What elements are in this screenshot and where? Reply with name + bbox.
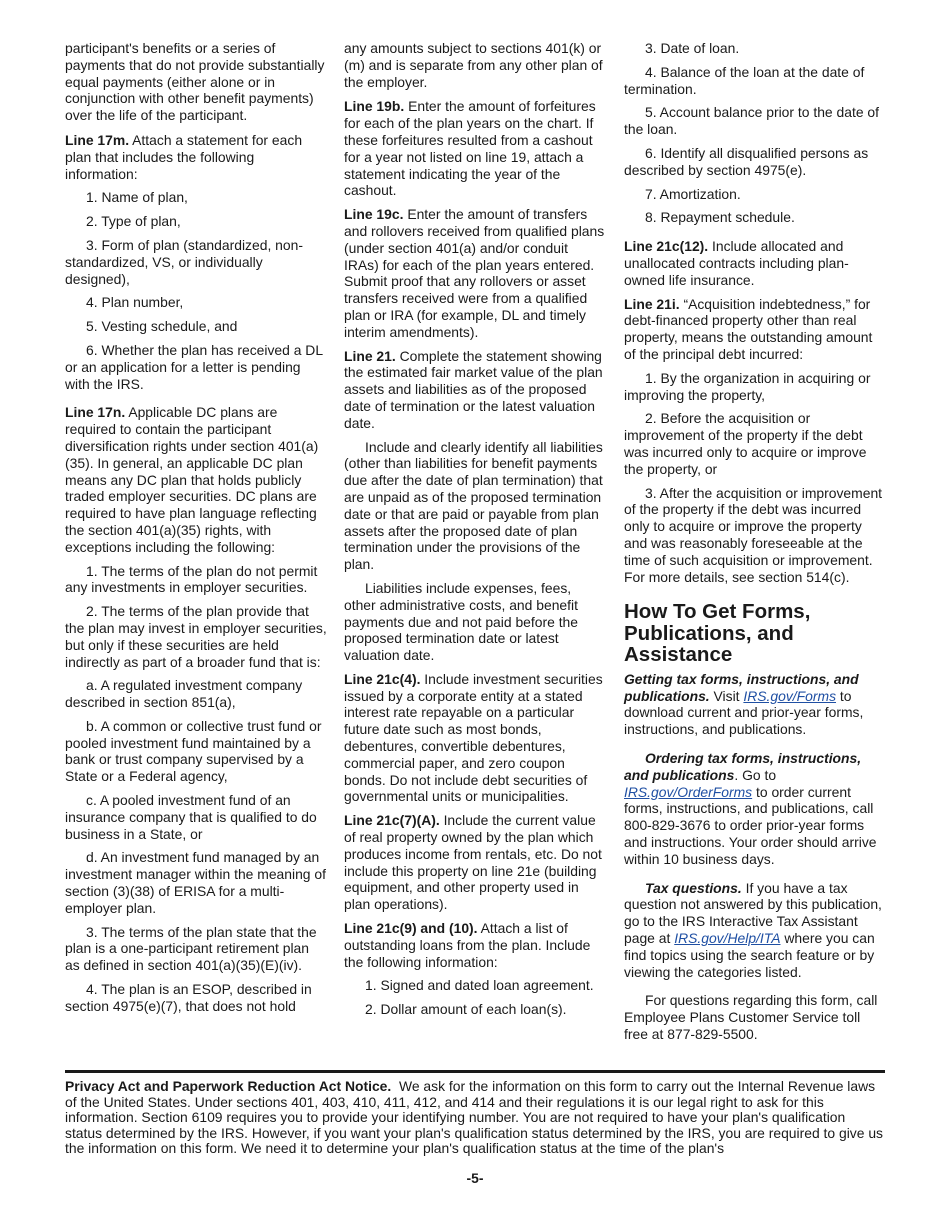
list-item: c. A pooled investment fund of an insurance company that is qualified to do business in a State, or — [65, 792, 317, 842]
list-item: 2. The terms of the plan provide that the plan may invest in employer securities, but only if these securities are held indirectly as part of a broader fund that is: — [65, 603, 327, 670]
list-item: 2. Type of plan, — [86, 213, 181, 230]
getting-forms-paragraph: Getting tax forms, instructions, and publications. Visit IRS.gov/Forms to download current and prior-year forms, instructions, and publications. — [624, 670, 864, 738]
list-item: 2. Dollar amount of each loan(s). — [365, 1001, 567, 1018]
ordering-forms-paragraph: Ordering tax forms, instructions, and publications. Go to IRS.gov/OrderForms to order current forms, instructions, and publications, call 800-829-3676 to order prior-year forms and instructions. Your order should arrive within 10 business days. — [624, 750, 877, 867]
line-17n-paragraph: Line 17n. Applicable DC plans are required to contain the participant diversification rights under section 401(a)(35). In general, an applicable DC plan means any DC plan that holds publicly traded employer securities. DC plans are required to have plan language reflecting the section 401(a)(35) rights, with exceptions including the following: — [65, 404, 319, 555]
tax-questions-paragraph: Tax questions. If you have a tax question not answered by this publication, go to the IRS Interactive Tax Assistant page at IRS.gov/Help/ITA where you can find topics using the search feature or by viewing the categories listed. — [624, 879, 882, 980]
list-item: 5. Account balance prior to the date of the loan. — [624, 104, 879, 138]
privacy-act-notice: Privacy Act and Paperwork Reduction Act Notice. We ask for the information on this form to carry out the Internal Revenue laws of the United States. Under sections 401, 403, 410, 411, 412, and 414 and their regulations it is our legal right to ask for this information. Section 6109 requires you to provide your identifying number. You are not required to have your plan's qualification status determined by the IRS. However, if you want your plan's qualification status determined by the IRS, you are required to give us the information on this form. We need it to determine your plan's qualification status at the time of the plan's — [65, 1070, 885, 1157]
list-item: 2. Before the acquisition or improvement of the property if the debt was incurred only to acquire or improve the property, or — [624, 410, 867, 477]
customer-service-paragraph: For questions regarding this form, call Employee Plans Customer Service toll free at 877-829-5500. — [624, 992, 878, 1042]
list-item: 3. The terms of the plan state that the plan is a one-participant retirement plan as defined in section 401(a)(35)(E)(iv). — [65, 923, 317, 974]
list-item: 4. Plan number, — [86, 294, 184, 311]
list-item: 4. The plan is an ESOP, described in section 4975(e)(7), that does not hold — [65, 981, 312, 1014]
line-21-liabilities-paragraph: Include and clearly identify all liabilities (other than liabilities for benefit payments due after the date of plan termination) that are unpaid as of the proposed termination date or that are paid or payable from plan assets after the proposed date of plan termination under the provisions of the plan. — [344, 438, 603, 573]
line-21c12-paragraph: Line 21c(12). Include allocated and unallocated contracts including plan-owned life insurance. — [624, 238, 849, 288]
irs-forms-link[interactable]: IRS.gov/Forms — [743, 687, 837, 704]
list-item: 8. Repayment schedule. — [645, 209, 795, 226]
line-21c4-paragraph: Line 21c(4). Include investment securities issued by a corporate entity at a stated interest rate repayable on a particular future date such as most bonds, debentures, convertible debentures, commercial paper, and zero coupon bonds. Do not include debt securities of governmental units or municipalities. — [344, 670, 603, 805]
list-item: 1. Signed and dated loan agreement. — [365, 977, 594, 994]
line-21c7a-paragraph: Line 21c(7)(A). Include the current value of real property owned by the plan which produces income from rentals, etc. Do not include this property on line 21e (building equipment, and other property used in plan operations). — [344, 812, 602, 913]
page-number: -5- — [466, 1170, 484, 1186]
list-item: d. An investment fund managed by an investment manager within the meaning of section (3)(38) of ERISA for a multi-employer plan. — [65, 849, 326, 916]
list-item: 6. Identify all disqualified persons as described by section 4975(e). — [624, 144, 869, 178]
continued-paragraph: any amounts subject to sections 401(k) or (m) and is separate from any other plan of the employer. — [344, 40, 603, 90]
irs-help-ita-link[interactable]: IRS.gov/Help/ITA — [674, 929, 781, 946]
line-21-expenses-paragraph: Liabilities include expenses, fees, other administrative costs, and benefit payments due and not paid before the proposed termination date or latest valuation date. — [344, 579, 578, 664]
list-item: a. A regulated investment company described in section 851(a), — [65, 677, 303, 711]
list-item: 3. Form of plan (standardized, non-standardized, VS, or individually designed), — [65, 236, 303, 287]
column-3 — [624, 40, 886, 1050]
line-21i-paragraph: Line 21i. “Acquisition indebtedness,” for debt-financed property other than real property, means the outstanding amount of the principal debt incurred: — [624, 295, 873, 362]
list-item: b. A common or collective trust fund or pooled investment fund maintained by a bank or trust company supervised by a State or a Federal agency, — [65, 717, 322, 785]
line-19b-paragraph: Line 19b. Enter the amount of forfeitures for each of the plan years on the chart. If these forfeitures resulted from a cashout for a year not listed on line 19, attach a statement indicating the year of the cashout. — [344, 98, 596, 199]
list-item: 6. Whether the plan has received a DL or an application for a letter is pending with the IRS. — [65, 341, 323, 392]
list-item: 4. Balance of the loan at the date of termination. — [624, 63, 865, 97]
list-item: 1. Name of plan, — [86, 189, 188, 206]
list-item: 3. Date of loan. — [645, 40, 740, 56]
list-item: 5. Vesting schedule, and — [86, 318, 238, 335]
line-21-paragraph: Line 21. Complete the statement showing the estimated fair market value of the plan assets and liabilities as of the proposed date of termination or the latest valuation date. — [344, 347, 603, 431]
list-item: 3. After the acquisition or improvement of the property if the debt was incurred only to acquire or improve the property and was reasonably foreseeable at the time of such acquisition or improvement. For more details, see section 514(c). — [624, 484, 883, 585]
line-21c9-paragraph: Line 21c(9) and (10). Attach a list of outstanding loans from the plan. Include the following information: — [344, 920, 591, 970]
list-item: 1. The terms of the plan do not permit any investments in employer securities. — [65, 562, 318, 596]
list-item: 1. By the organization in acquiring or improving the property, — [624, 369, 871, 403]
column-2 — [344, 40, 606, 1025]
list-item: 7. Amortization. — [645, 185, 741, 202]
continued-paragraph: participant's benefits or a series of payments that do not provide substantially equal payments (either alone or in conjunction with other benefit payments) over the life of the participant. — [65, 40, 325, 124]
column-1 — [65, 40, 327, 1022]
irs-order-forms-link[interactable]: IRS.gov/OrderForms — [624, 783, 753, 800]
line-19c-paragraph: Line 19c. Enter the amount of transfers and rollovers received from qualified plans (under section 401(a) and/or conduit IRAs) for each of the plan years entered. Submit proof that any rollovers or asset transfers received were from a qualified plan or IRA (for example, DL and timely interim amendments). — [344, 206, 605, 340]
section-heading: How To Get Forms, Publications, and Assistance — [624, 600, 811, 667]
line-17m-paragraph: Line 17m. Attach a statement for each plan that includes the following information: — [65, 131, 303, 182]
